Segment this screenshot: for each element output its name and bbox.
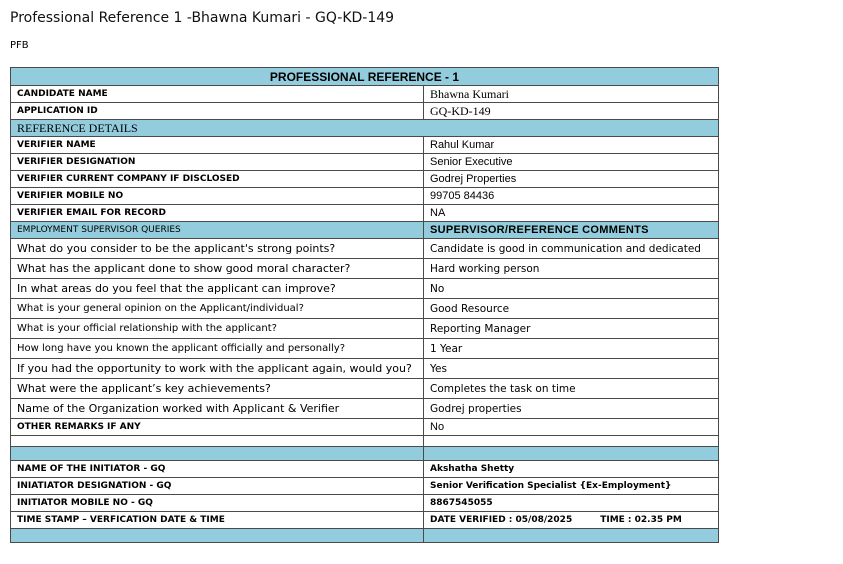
- verifier-mobile-value: 99705 84436: [424, 188, 719, 205]
- table-header: PROFESSIONAL REFERENCE - 1: [11, 68, 719, 86]
- verifier-email-value: NA: [424, 205, 719, 222]
- answer-text: Candidate is good in communication and dedicated: [424, 239, 719, 259]
- verifier-email-label: VERIFIER EMAIL FOR RECORD: [11, 205, 424, 222]
- answer-text: Yes: [424, 359, 719, 379]
- blank-cell: [11, 436, 424, 447]
- question-text: What is your general opinion on the Applicant/individual?: [11, 299, 424, 319]
- answer-text: Reporting Manager: [424, 319, 719, 339]
- reference-table: [10, 67, 719, 543]
- initiator-mobile-value: 8867545055: [424, 495, 719, 512]
- question-text: What were the applicant’s key achievements?: [11, 379, 424, 399]
- page-title: Professional Reference 1 -Bhawna Kumari - GQ-KD-149: [10, 10, 395, 26]
- other-remarks-label: OTHER REMARKS IF ANY: [11, 419, 424, 436]
- initiator-mobile-label: INITIATOR MOBILE NO - GQ: [11, 495, 424, 512]
- reference-details-heading: REFERENCE DETAILS: [11, 120, 719, 137]
- verifier-name-label: VERIFIER NAME: [11, 137, 424, 154]
- question-text: How long have you known the applicant officially and personally?: [11, 339, 424, 359]
- candidate-name-value: Bhawna Kumari: [424, 86, 719, 103]
- verifier-designation-value: Senior Executive: [424, 154, 719, 171]
- question-text: What is your official relationship with the applicant?: [11, 319, 424, 339]
- intro-text: PFB: [10, 40, 29, 51]
- initiator-name-value: Akshatha Shetty: [424, 461, 719, 478]
- question-text: Name of the Organization worked with Applicant & Verifier: [11, 399, 424, 419]
- answer-text: Good Resource: [424, 299, 719, 319]
- application-id-label: APPLICATION ID: [11, 103, 424, 120]
- divider-band: [424, 447, 719, 461]
- answer-text: 1 Year: [424, 339, 719, 359]
- verifier-name-value: Rahul Kumar: [424, 137, 719, 154]
- date-verified: DATE VERIFIED : 05/08/2025: [430, 515, 573, 525]
- answer-text: Hard working person: [424, 259, 719, 279]
- queries-header: EMPLOYMENT SUPERVISOR QUERIES: [11, 222, 424, 239]
- question-text: What has the applicant done to show good moral character?: [11, 259, 424, 279]
- verifier-company-label: VERIFIER CURRENT COMPANY IF DISCLOSED: [11, 171, 424, 188]
- candidate-name-label: CANDIDATE NAME: [11, 86, 424, 103]
- initiator-designation-value: Senior Verification Specialist {Ex-Employment}: [424, 478, 719, 495]
- question-text: If you had the opportunity to work with the applicant again, would you?: [11, 359, 424, 379]
- initiator-name-label: NAME OF THE INITIATOR - GQ: [11, 461, 424, 478]
- answer-text: Godrej properties: [424, 399, 719, 419]
- divider-band: [11, 447, 424, 461]
- answer-text: No: [424, 279, 719, 299]
- footer-band: [11, 529, 424, 543]
- comments-header: SUPERVISOR/REFERENCE COMMENTS: [424, 222, 719, 239]
- other-remarks-value: No: [424, 419, 719, 436]
- question-text: What do you consider to be the applicant's strong points?: [11, 239, 424, 259]
- verifier-mobile-label: VERIFIER MOBILE NO: [11, 188, 424, 205]
- footer-band: [424, 529, 719, 543]
- time-verified: TIME : 02.35 PM: [600, 515, 682, 525]
- timestamp-label: TIME STAMP – VERFICATION DATE & TIME: [11, 512, 424, 529]
- timestamp-value: [424, 512, 719, 529]
- initiator-designation-label: INIATIATOR DESIGNATION - GQ: [11, 478, 424, 495]
- verifier-company-value: Godrej Properties: [424, 171, 719, 188]
- answer-text: Completes the task on time: [424, 379, 719, 399]
- blank-cell: [424, 436, 719, 447]
- verifier-designation-label: VERIFIER DESIGNATION: [11, 154, 424, 171]
- question-text: In what areas do you feel that the applicant can improve?: [11, 279, 424, 299]
- application-id-value: GQ-KD-149: [424, 103, 719, 120]
